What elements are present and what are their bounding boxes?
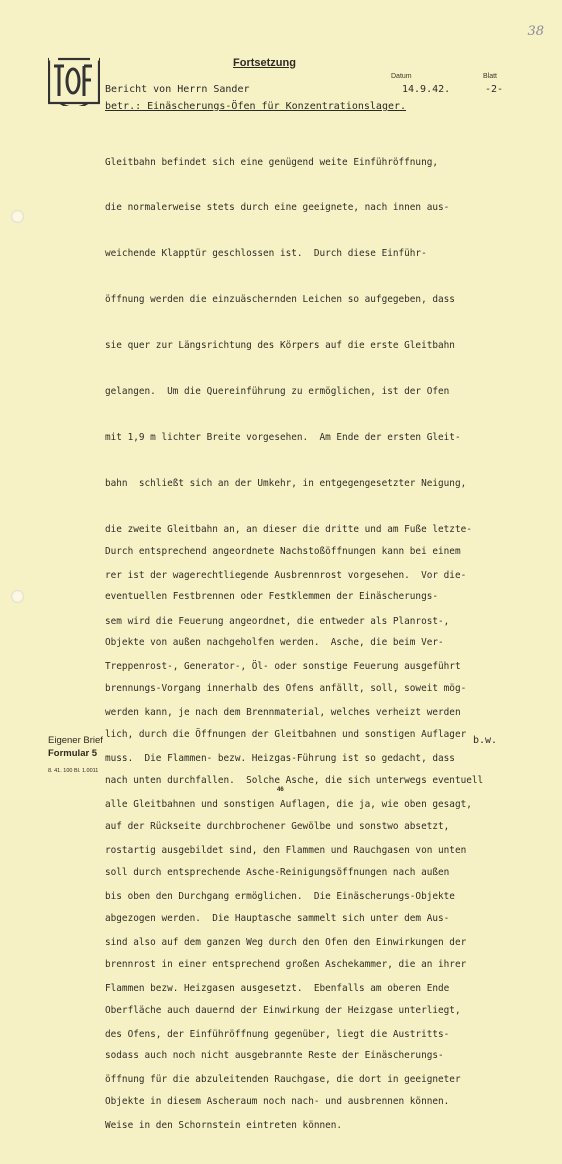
- text-line: die normalerweise stets durch eine geeignete, nach innen aus-: [105, 202, 450, 214]
- text-line: eventuellen Festbrennen oder Festklemmen der Einäscherungs-: [105, 591, 439, 603]
- text-line: nach unten durchfallen. Solche Asche, die sich unterwegs eventuell: [105, 775, 484, 787]
- punch-hole: [11, 210, 24, 223]
- text-line: Gleitbahn befindet sich eine genügend weite Einführöffnung,: [105, 156, 439, 168]
- text-line: sodass auch noch nicht ausgebrannte Reste der Einäscherungs-: [105, 1050, 444, 1062]
- text-line: brennrost in einer entsprechend großen Aschekammer, die an ihrer: [105, 958, 467, 970]
- text-line: soll durch entsprechende Asche-Reinigungsöffnungen nach außen: [105, 866, 450, 878]
- text-line: Weise in den Schornstein eintreten können.: [105, 1120, 343, 1132]
- form-title: Fortsetzung: [233, 57, 296, 69]
- subject-line: betr.: Einäscherungs-Öfen für Konzentrationslager.: [105, 101, 407, 112]
- text-line: des Ofens, der Einführöffnung gegenüber, liegt die Austritts-: [105, 1028, 450, 1040]
- text-line: weichende Klapptür geschlossen ist. Durch diese Einführ-: [105, 248, 427, 260]
- text-line: Durch entsprechend angeordnete Nachstoßöffnungen kann bei einem: [105, 545, 461, 557]
- text-line: sind also auf dem ganzen Weg durch den Ofen den Einwirkungen der: [105, 936, 467, 948]
- text-line: alle Gleitbahnen und sonstigen Auflagen, die ja, wie oben gesagt,: [105, 799, 472, 811]
- text-line: Objekte in diesem Ascheraum noch nach- und ausbrennen können.: [105, 1096, 450, 1108]
- text-line: mit 1,9 m lichter Breite vorgesehen. Am Ende der ersten Gleit-: [105, 431, 461, 443]
- footer-page-mark: 46: [277, 787, 284, 793]
- text-line: Flammen bezw. Heizgasen ausgesetzt. Ebenfalls am oberen Ende: [105, 982, 450, 994]
- company-logo: [48, 56, 100, 106]
- text-line: sem wird die Feuerung angeordnet, die entweder als Planrost-,: [105, 615, 450, 627]
- footer-form-name: Eigener Brief: [48, 735, 103, 746]
- paragraph-2: [105, 513, 545, 1140]
- text-line: rostartig ausgebildet sind, den Flammen und Rauchgasen von unten: [105, 844, 467, 856]
- recipient-line: Bericht von Herrn Sander: [105, 84, 250, 95]
- text-line: bahn schließt sich an der Umkehr, in entgegengesetzter Neigung,: [105, 477, 467, 489]
- archive-number: 38: [527, 24, 544, 39]
- text-line: werden kann, je nach dem Brennmaterial, welches verheizt werden: [105, 707, 461, 719]
- footer-print-code: 8. 41. 100 Bl. 1.0011: [48, 768, 99, 774]
- text-line: öffnung werden die einzuäschernden Leichen so aufgegeben, dass: [105, 294, 455, 306]
- text-line: die zweite Gleitbahn an, an dieser die dritte und am Fuße letzte-: [105, 523, 472, 535]
- text-line: lich, durch die Öffnungen der Gleitbahnen und sonstigen Auflager: [105, 729, 467, 741]
- document-date: 14.9.42.: [402, 84, 451, 95]
- punch-hole: [11, 590, 24, 603]
- text-line: sie quer zur Längsrichtung des Körpers auf die erste Gleitbahn: [105, 340, 455, 352]
- page-number: -2-: [485, 84, 504, 95]
- text-line: öffnung für die abzuleitenden Rauchgase, die dort in geeigneter: [105, 1074, 461, 1086]
- sheet-label: Blatt: [483, 73, 498, 80]
- text-line: bis oben den Durchgang ermöglichen. Die Einäscherungs-Objekte: [105, 890, 455, 902]
- date-label: Datum: [391, 73, 412, 80]
- text-line: auf der Rückseite durchbrochener Gewölbe und sonstwo absetzt,: [105, 820, 450, 832]
- text-line: Treppenrost-, Generator-, Öl- oder sonstige Feuerung ausgeführt: [105, 661, 461, 673]
- text-line: Oberfläche auch dauernd der Einwirkung der Heizgase unterliegt,: [105, 1004, 461, 1016]
- signature-mark: b.w.: [473, 735, 498, 746]
- text-line: rer ist der wagerechtliegende Ausbrennrost vorgesehen. Vor die-: [105, 569, 467, 581]
- footer-form-number: Formular 5: [48, 748, 98, 759]
- text-line: abgezogen werden. Die Hauptasche sammelt sich unter dem Aus-: [105, 912, 450, 924]
- text-line: muss. Die Flammen- bezw. Heizgas-Führung ist so gedacht, dass: [105, 753, 455, 765]
- text-line: gelangen. Um die Quereinführung zu ermöglichen, ist der Ofen: [105, 386, 450, 398]
- text-line: brennungs-Vorgang innerhalb des Ofens anfällt, soll, soweit mög-: [105, 683, 467, 695]
- text-line: Objekte von außen nachgeholfen werden. Asche, die beim Ver-: [105, 637, 444, 649]
